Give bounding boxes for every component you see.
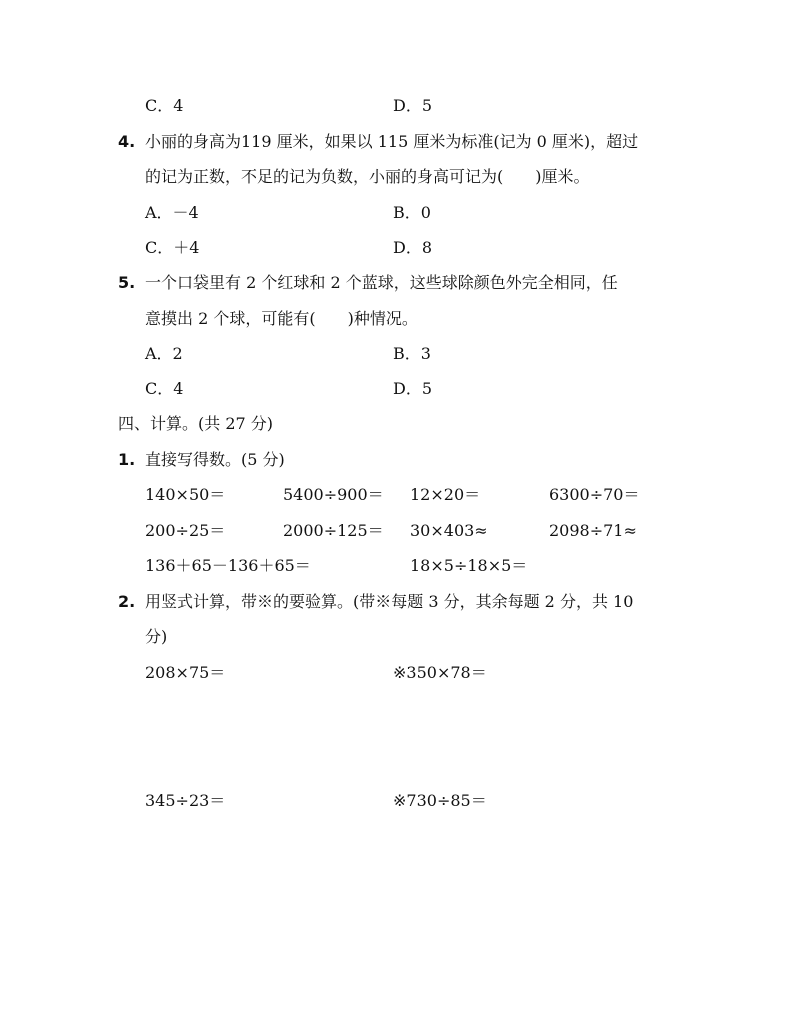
problem-2-number: 2. xyxy=(118,592,136,611)
problem-1-title: 直接写得数。(5 分) xyxy=(145,450,285,469)
calc-item: 2098÷71≈ xyxy=(549,521,637,540)
question-5-option-c: C．4 xyxy=(145,379,184,398)
question-5-option-d: D．5 xyxy=(393,379,433,398)
calc-item: 6300÷70＝ xyxy=(549,485,640,504)
section-4-heading: 四、计算。(共 27 分) xyxy=(118,414,274,433)
problem-1-number: 1. xyxy=(118,450,136,469)
question-4-text-line-2: 的记为正数，不足的记为负数，小丽的身高可记为( )厘米。 xyxy=(145,167,590,186)
calc-item: 140×50＝ xyxy=(145,485,226,504)
vertical-calc-item: ※730÷85＝ xyxy=(393,791,487,810)
vertical-calc-item: 208×75＝ xyxy=(145,663,226,682)
vertical-calc-item: ※350×78＝ xyxy=(393,663,487,682)
calc-item: 5400÷900＝ xyxy=(283,485,384,504)
question-4-option-d: D．8 xyxy=(393,238,433,257)
question-4-number: 4. xyxy=(118,132,136,151)
calc-item: 18×5÷18×5＝ xyxy=(410,556,528,575)
question-5-text-line-1: 一个口袋里有 2 个红球和 2 个蓝球，这些球除颜色外完全相同，任 xyxy=(145,273,618,292)
calc-item: 2000÷125＝ xyxy=(283,521,384,540)
question-4-option-b: B．0 xyxy=(393,203,431,222)
q3-option-c: C．4 xyxy=(145,96,184,115)
question-4-text-line-1: 小丽的身高为119 厘米，如果以 115 厘米为标准(记为 0 厘米)，超过 xyxy=(145,132,639,151)
calc-item: 136＋65－136＋65＝ xyxy=(145,556,311,575)
question-5-number: 5. xyxy=(118,273,136,292)
question-4-option-a: A．－4 xyxy=(145,203,199,222)
q3-option-d: D．5 xyxy=(393,96,433,115)
calc-item: 12×20＝ xyxy=(410,485,481,504)
problem-2-title-line-2: 分) xyxy=(145,627,168,646)
vertical-calc-item: 345÷23＝ xyxy=(145,791,226,810)
problem-2-title-line-1: 用竖式计算，带※的要验算。(带※每题 3 分，其余每题 2 分，共 10 xyxy=(145,592,634,611)
calc-item: 30×403≈ xyxy=(410,521,488,540)
question-5-option-a: A．2 xyxy=(145,344,183,363)
question-5-text-line-2: 意摸出 2 个球，可能有( )种情况。 xyxy=(145,309,418,328)
question-5-option-b: B．3 xyxy=(393,344,431,363)
question-4-option-c: C．＋4 xyxy=(145,238,200,257)
calc-item: 200÷25＝ xyxy=(145,521,226,540)
